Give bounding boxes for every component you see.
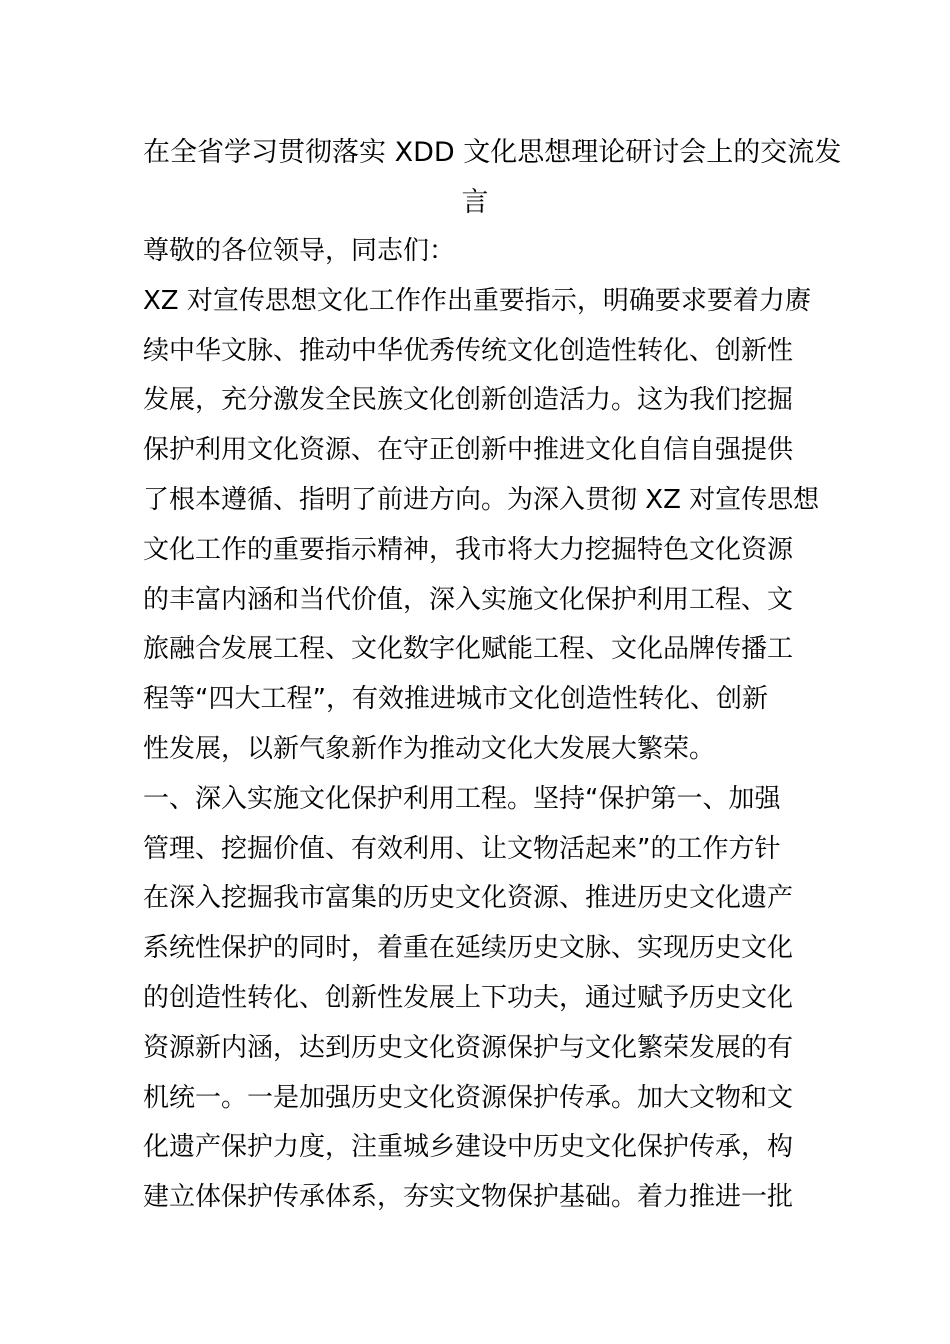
body-text-line: 机统一。一是加强历史文化资源保护传承。加大文物和文 [143, 1082, 794, 1113]
body-text-line: 性发展，以新气象新作为推动文化大发展大繁荣。 [143, 733, 716, 764]
body-text-line: 管理、挖掘价值、有效利用、让文物活起来”的工作方针 [143, 833, 781, 864]
salutation: 尊敬的各位领导，同志们： [143, 236, 456, 266]
body-text-line: 程等“四大工程”，有效推进城市文化创造性转化、创新 [143, 684, 768, 715]
section-heading-line: 一、深入实施文化保护利用工程。坚持“保护第一、加强 [143, 783, 781, 814]
body-text-line: 旅融合发展工程、文化数字化赋能工程、文化品牌传播工 [143, 634, 794, 665]
body-text-line: 化遗产保护力度，注重城乡建设中历史文化保护传承，构 [143, 1132, 794, 1163]
body-text-line: 发展，充分激发全民族文化创新创造活力。这为我们挖掘 [143, 385, 794, 416]
body-text-line: 在深入挖掘我市富集的历史文化资源、推进历史文化遗产 [143, 883, 794, 914]
body-text-line: 的创造性转化、创新性发展上下功夫，通过赋予历史文化 [143, 982, 794, 1013]
body-text-line: 保护利用文化资源、在守正创新中推进文化自信自强提供 [143, 435, 794, 466]
body-text-line: 资源新内涵，达到历史文化资源保护与文化繁荣发展的有 [143, 1032, 794, 1063]
title-line: 在全省学习贯彻落实 XDD 文化思想理论研讨会上的交流发 [143, 137, 842, 168]
document-title [143, 128, 842, 228]
title-line: 言 [461, 187, 489, 218]
body-text-line: 续中华文脉、推动中华优秀传统文化创造性转化、创新性 [143, 335, 794, 366]
body-text-line: 建立体保护传承体系，夯实文物保护基础。着力推进一批 [143, 1182, 794, 1213]
body-text-line: 文化工作的重要指示精神，我市将大力挖掘特色文化资源 [143, 534, 794, 565]
body-text-line: XZ 对宣传思想文化工作作出重要指示，明确要求要着力赓 [143, 285, 811, 316]
body-text-line: 系统性保护的同时，着重在延续历史文脉、实现历史文化 [143, 933, 794, 964]
body-text-line: 的丰富内涵和当代价值，深入实施文化保护利用工程、文 [143, 584, 794, 615]
body-text-line: 了根本遵循、指明了前进方向。为深入贯彻 XZ 对宣传思想 [143, 484, 820, 515]
document-body [143, 227, 820, 1223]
